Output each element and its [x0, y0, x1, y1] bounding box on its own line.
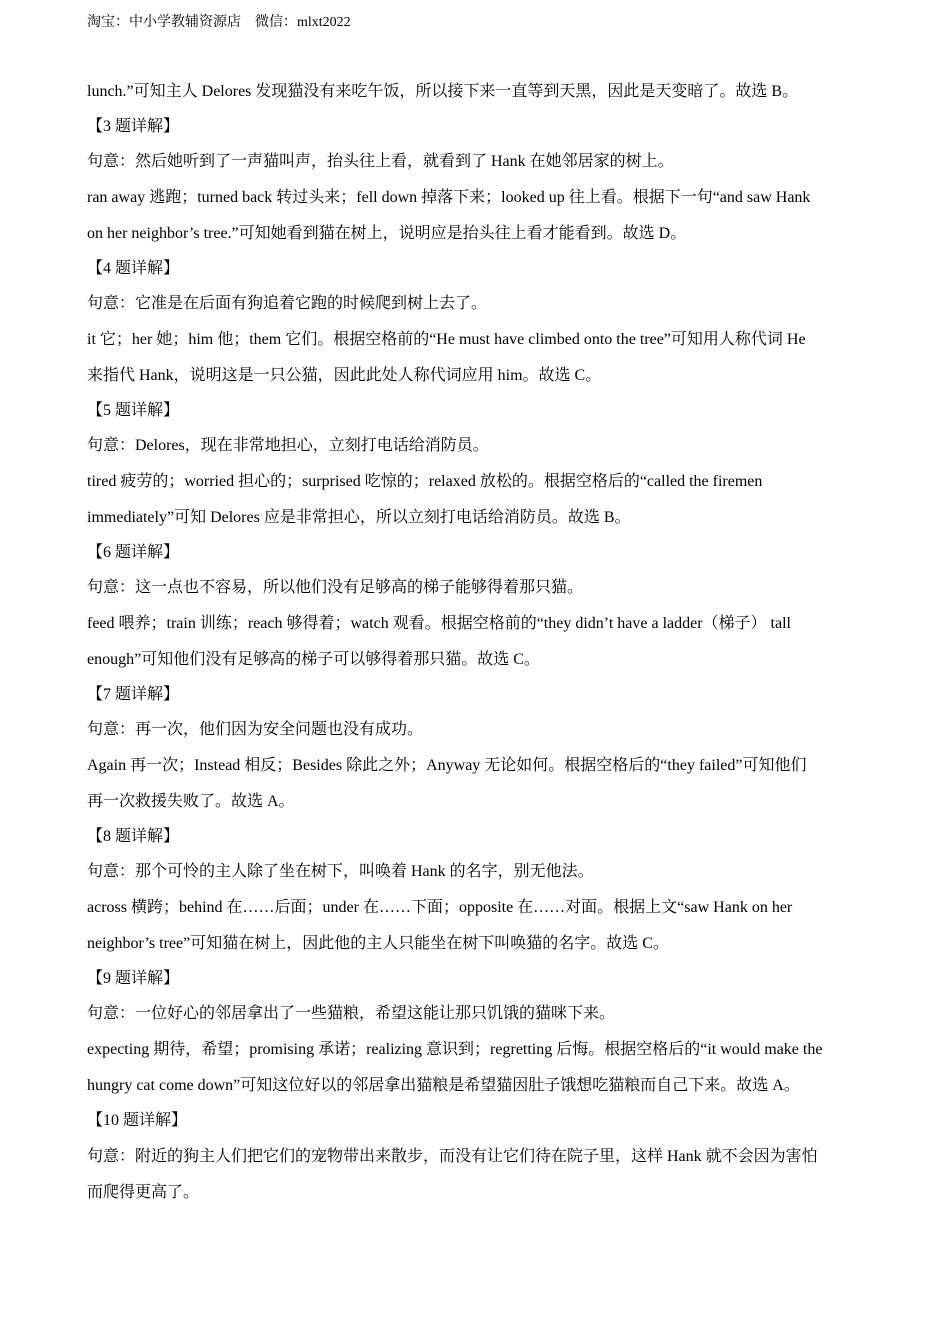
section-heading: 【8 题详解】: [87, 828, 180, 845]
text-line: it 它；her 她；him 他；them 它们。根据空格前的“He must have climbed onto the tree”可知用人称代词 He: [87, 331, 806, 348]
text-line: enough”可知他们没有足够高的梯子可以够得着那只猫。故选 C。: [87, 651, 540, 668]
text-line: lunch.”可知主人 Delores 发现猫没有来吃午饭，所以接下来一直等到天黑，因此是天变暗了。故选 B。: [87, 83, 799, 100]
text-line: 来指代 Hank，说明这是一只公猫，因此此处人称代词应用 him。故选 C。: [87, 367, 602, 384]
text-line: ran away 逃跑；turned back 转过头来；fell down 掉落下来；looked up 往上看。根据下一句“and saw Hank: [87, 189, 811, 206]
document-body: [87, 74, 867, 1210]
section-heading: 【10 题详解】: [87, 1112, 188, 1129]
section-heading: 【9 题详解】: [87, 970, 180, 987]
text-line: Again 再一次；Instead 相反；Besides 除此之外；Anyway 无论如何。根据空格后的“they failed”可知他们: [87, 757, 807, 774]
text-line: neighbor’s tree”可知猫在树上，因此他的主人只能坐在树下叫唤猫的名字。故选 C。: [87, 935, 669, 952]
section-heading: 【3 题详解】: [87, 118, 180, 135]
text-line: 句意：再一次，他们因为安全问题也没有成功。: [87, 721, 424, 738]
text-line: 句意：它准是在后面有狗追着它跑的时候爬到树上去了。: [87, 295, 488, 312]
text-line: immediately”可知 Delores 应是非常担心，所以立刻打电话给消防员。故选 B。: [87, 509, 631, 526]
text-line: 再一次救援失败了。故选 A。: [87, 793, 295, 810]
text-line: feed 喂养；train 训练；reach 够得着；watch 观看。根据空格前的“they didn’t have a ladder（梯子） tall: [87, 615, 791, 632]
text-line: 句意：附近的狗主人们把它们的宠物带出来散步，而没有让它们待在院子里，这样 Hank 就不会因为害怕: [87, 1148, 818, 1165]
section-heading: 【5 题详解】: [87, 402, 180, 419]
text-line: 句意：Delores，现在非常地担心，立刻打电话给消防员。: [87, 437, 489, 454]
page-header: 淘宝：中小学教辅资源店 微信：mlxt2022: [87, 15, 351, 30]
text-line: tired 疲劳的；worried 担心的；surprised 吃惊的；relaxed 放松的。根据空格后的“called the firemen: [87, 473, 763, 490]
text-line: 句意：然后她听到了一声猫叫声，抬头往上看，就看到了 Hank 在她邻居家的树上。: [87, 153, 674, 170]
section-heading: 【6 题详解】: [87, 544, 180, 561]
text-line: on her neighbor’s tree.”可知她看到猫在树上，说明应是抬头往上看才能看到。故选 D。: [87, 225, 687, 242]
text-line: 而爬得更高了。: [87, 1184, 200, 1201]
text-line: 句意：一位好心的邻居拿出了一些猫粮，希望这能让那只饥饿的猫咪下来。: [87, 1005, 616, 1022]
text-line: expecting 期待，希望；promising 承诺；realizing 意识到；regretting 后悔。根据空格后的“it would make the: [87, 1041, 823, 1058]
text-line: hungry cat come down”可知这位好以的邻居拿出猫粮是希望猫因肚子饿想吃猫粮而自己下来。故选 A。: [87, 1077, 800, 1094]
text-line: 句意：那个可怜的主人除了坐在树下，叫唤着 Hank 的名字，别无他法。: [87, 863, 594, 880]
text-line: 句意：这一点也不容易，所以他们没有足够高的梯子能够得着那只猫。: [87, 579, 584, 596]
section-heading: 【4 题详解】: [87, 260, 180, 277]
section-heading: 【7 题详解】: [87, 686, 180, 703]
text-line: across 横跨；behind 在……后面；under 在……下面；opposite 在……对面。根据上文“saw Hank on her: [87, 899, 793, 916]
